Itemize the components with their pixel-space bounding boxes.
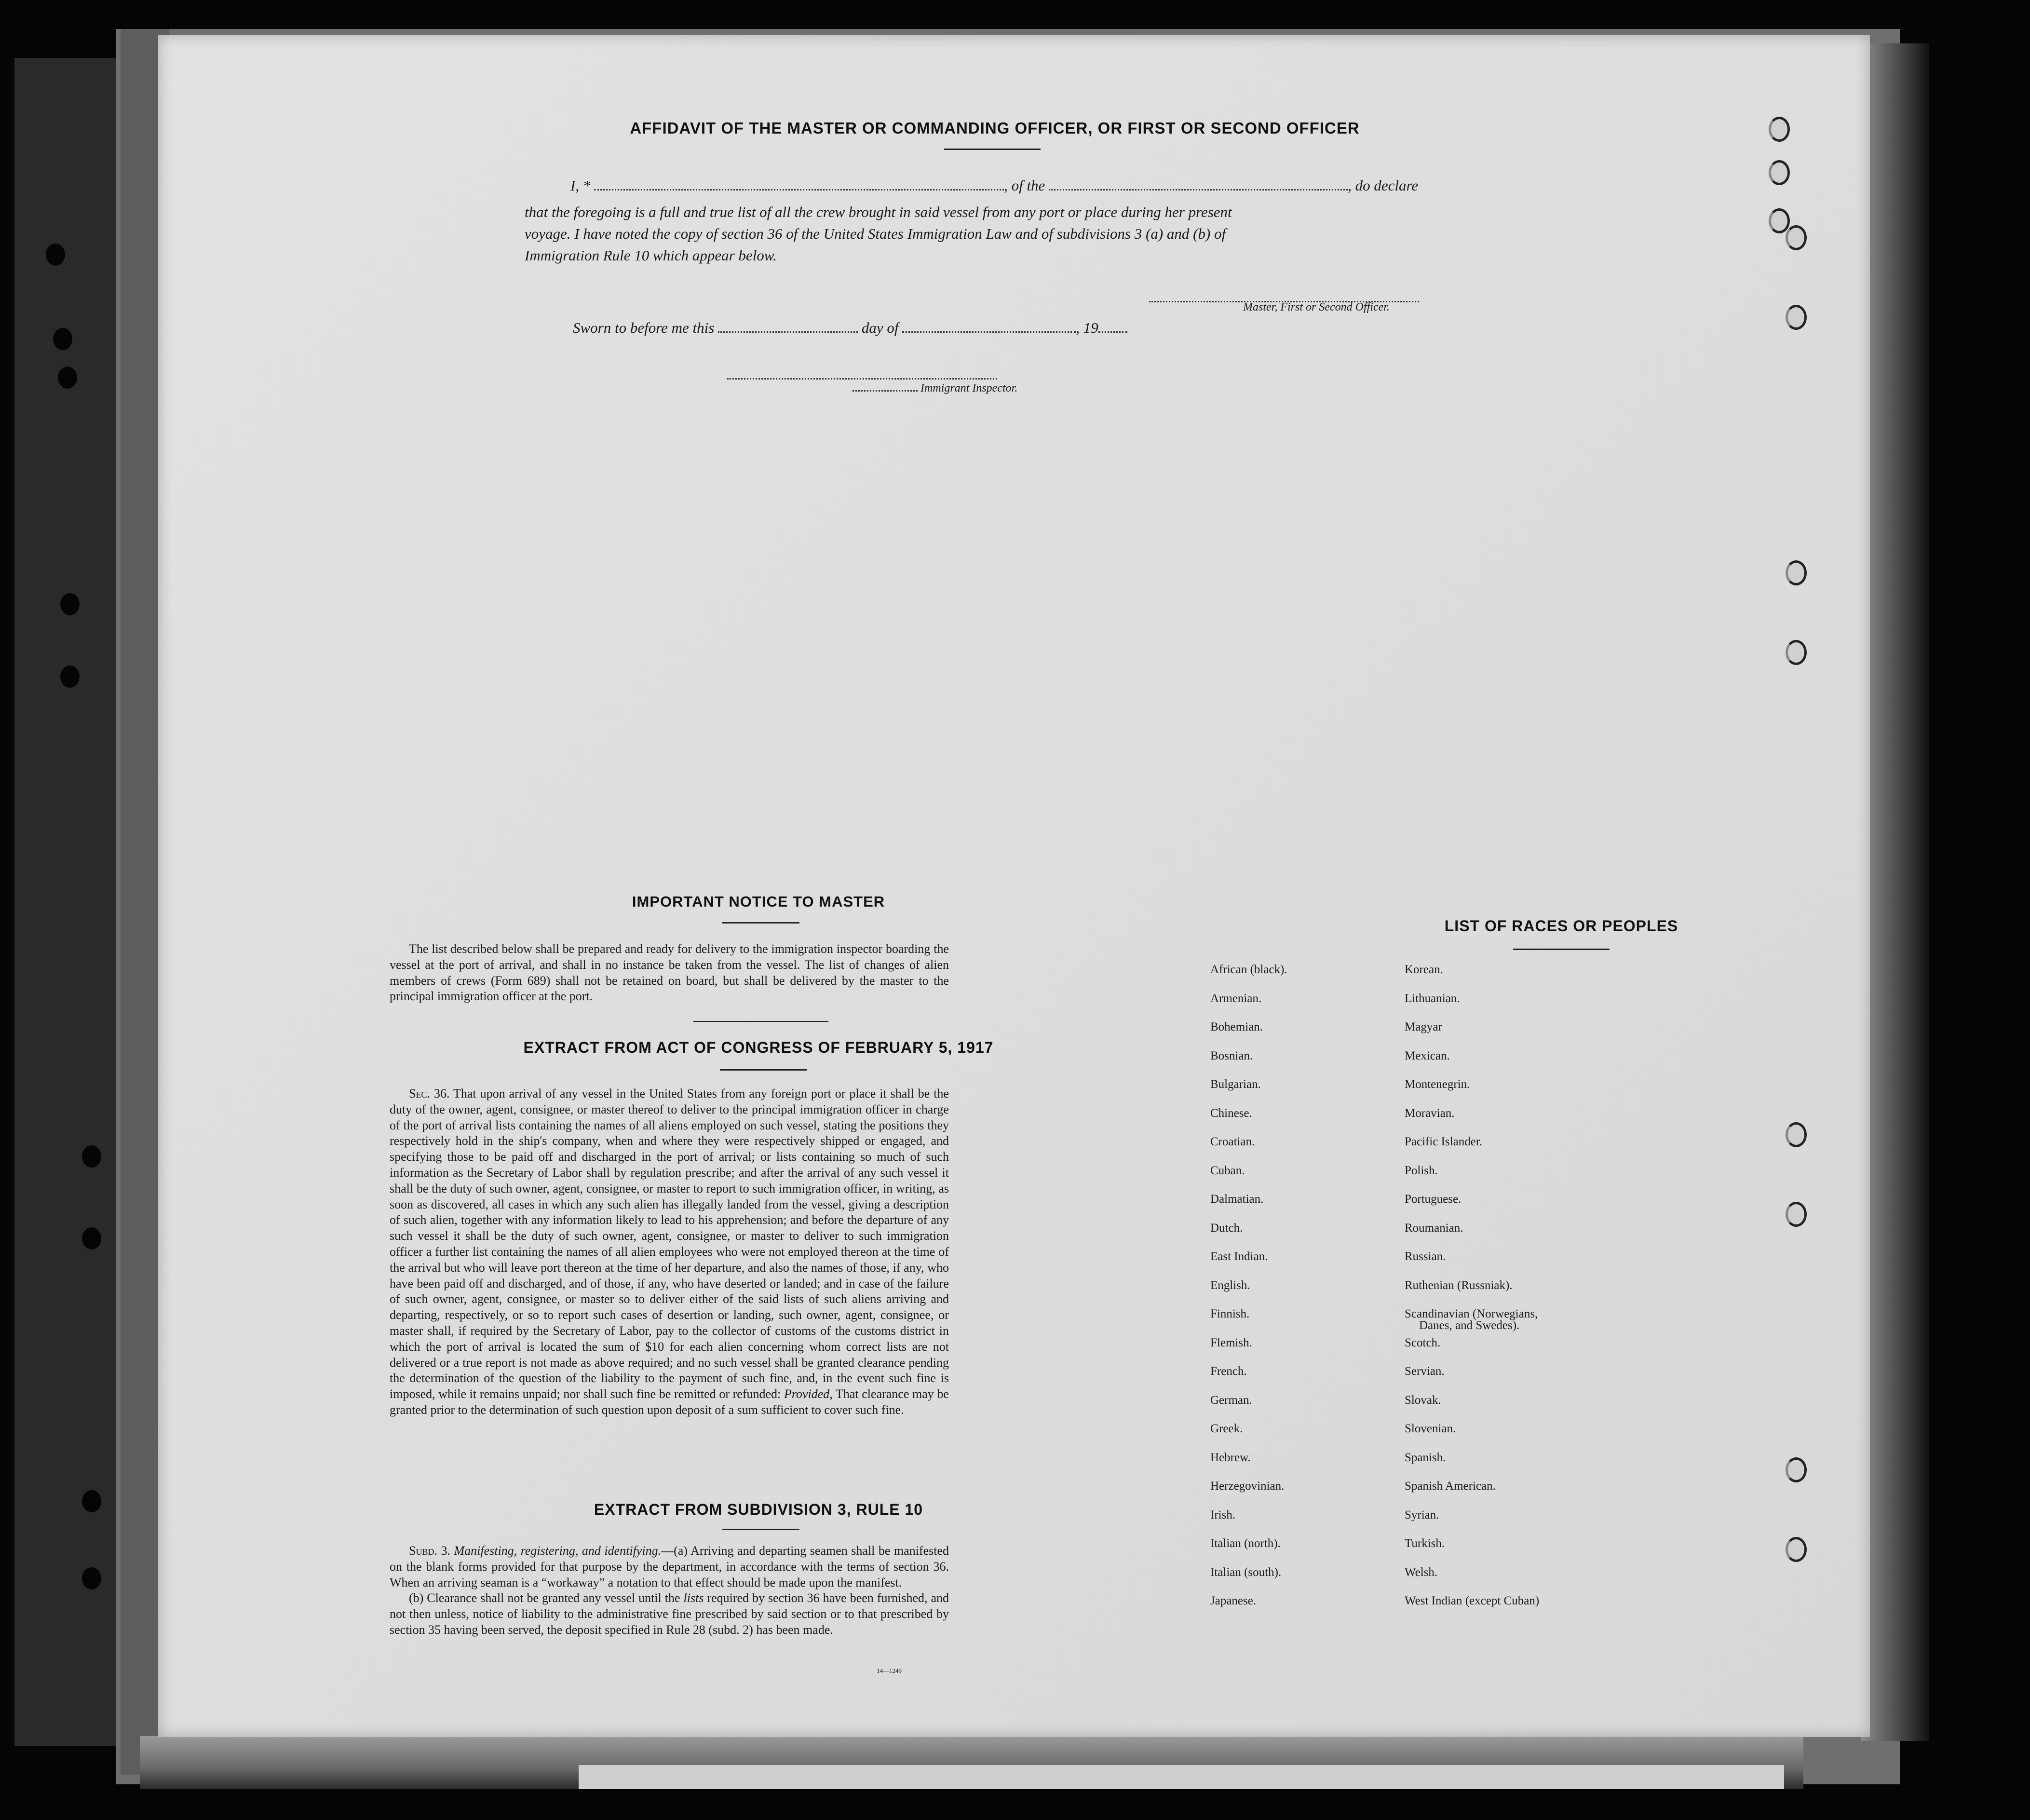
race-item: Scotch.: [1405, 1336, 1441, 1349]
race-item: English.: [1210, 1278, 1250, 1292]
race-item: Irish.: [1210, 1508, 1236, 1521]
page-shadow-right: [1861, 43, 1929, 1741]
races-title: LIST OF RACES OR PEOPLES: [1444, 917, 1678, 935]
binder-hole-icon: [53, 328, 72, 350]
race-item: Spanish American.: [1405, 1480, 1496, 1493]
sworn-year-blank: [1098, 321, 1127, 333]
affidavit-line-2: that the foregoing is a full and true list of all the crew brought in said vessel from any port or place during her present: [525, 204, 1232, 220]
subd-heading: Manifesting, registering, and identifying.: [454, 1544, 662, 1558]
stacked-pages-bottom-light: [579, 1765, 1784, 1789]
inspector-label: [853, 382, 1017, 395]
form-number: 14—1249: [877, 1667, 902, 1674]
race-item: German.: [1210, 1393, 1252, 1407]
affidavit-title-rule: [944, 149, 1041, 150]
binder-hole-icon: [60, 666, 80, 688]
affidavit-line-4: Immigration Rule 10 which appear below.: [525, 247, 777, 264]
subd-a-text: —(a) Arriving and departing seamen shall be manifested on the blank forms provided for that purpose by the department, in accordance with the terms of section 36. When an arriving seaman is a “workaway” a notation to that effect should be made upon the manifest.: [390, 1544, 949, 1589]
scandinavian-continuation: Danes, and Swedes).: [1419, 1319, 1520, 1332]
races-title-rule: [1513, 949, 1610, 950]
subd-3-paragraph: [390, 1543, 949, 1590]
binder-hole-icon: [82, 1227, 101, 1250]
affidavit-line-3: voyage. I have noted the copy of section 36 of the United States Immigration Law and of subdivisions 3 (a) and (b) of: [525, 225, 1226, 242]
of-the-label: , of the: [1004, 177, 1045, 194]
inspector-prefix-dots: [853, 384, 918, 392]
binder-ring-icon: [1786, 225, 1807, 250]
race-item: Bulgarian.: [1210, 1078, 1261, 1091]
binder-ring-icon: [1769, 208, 1790, 233]
notice-title: IMPORTANT NOTICE TO MASTER: [632, 893, 885, 910]
binder-ring-icon: [1786, 305, 1807, 330]
race-item: Russian.: [1405, 1250, 1446, 1263]
subd-b-paragraph: [390, 1590, 949, 1638]
binder-hole-icon: [82, 1490, 101, 1512]
race-item: East Indian.: [1210, 1250, 1268, 1263]
binder-ring-icon: [1769, 117, 1790, 142]
extract-rule-text: [390, 1543, 949, 1638]
race-item: Syrian.: [1405, 1508, 1439, 1521]
notice-text: [390, 941, 949, 1005]
race-item: West Indian (except Cuban): [1405, 1594, 1540, 1607]
provided-label: Provided,: [784, 1387, 833, 1401]
binder-ring-icon: [1786, 560, 1807, 585]
race-item: Lithuanian.: [1405, 991, 1460, 1005]
race-item: Mexican.: [1405, 1049, 1450, 1062]
race-item: Turkish.: [1405, 1537, 1445, 1550]
race-item: Croatian.: [1210, 1135, 1255, 1148]
race-item: Roumanian.: [1405, 1221, 1463, 1235]
binder-ring-icon: [1786, 1122, 1807, 1147]
extract-rule-title: EXTRACT FROM SUBDIVISION 3, RULE 10: [594, 1501, 923, 1518]
inspector-label-text: Immigrant Inspector.: [920, 382, 1018, 394]
sworn-day-blank: [718, 321, 858, 333]
extract-act-text: [390, 1086, 949, 1418]
race-item: Dutch.: [1210, 1221, 1243, 1235]
day-of-label: day of: [861, 319, 899, 336]
race-item: Slovak.: [1405, 1393, 1441, 1407]
race-item: Dalmatian.: [1210, 1193, 1264, 1206]
binder-ring-icon: [1786, 640, 1807, 665]
race-item: Servian.: [1405, 1365, 1445, 1378]
notice-end-rule: [693, 1021, 828, 1022]
race-item: Italian (south).: [1210, 1565, 1282, 1579]
race-item: Portuguese.: [1405, 1193, 1462, 1206]
race-item: French.: [1210, 1365, 1247, 1378]
race-item: Bosnian.: [1210, 1049, 1253, 1062]
race-item: Montenegrin.: [1405, 1078, 1470, 1091]
subd-b-text-1: (b) Clearance shall not be granted any vessel until the: [409, 1591, 680, 1605]
affidavit-title: AFFIDAVIT OF THE MASTER OR COMMANDING OFFICER, OR FIRST OR SECOND OFFICER: [630, 119, 1360, 137]
binder-ring-icon: [1786, 1457, 1807, 1482]
extract-act-title: EXTRACT FROM ACT OF CONGRESS OF FEBRUARY 5, 1917: [523, 1039, 994, 1056]
race-item: Bohemian.: [1210, 1020, 1263, 1033]
race-item: Scandinavian (Norwegians,: [1405, 1307, 1538, 1320]
notice-paragraph: The list described below shall be prepared and ready for delivery to the immigration inspector boarding the vessel at the port of arrival, and shall in no instance be taken from the vessel. The list of changes of alien members of crews (Form 689) shall not be retained on board, but shall be delivered by the master to the principal immigration officer at the port.: [390, 942, 949, 1004]
race-item: Welsh.: [1405, 1565, 1438, 1579]
declarant-label: I, *: [570, 177, 591, 194]
sworn-line: [573, 319, 1127, 337]
race-item: Flemish.: [1210, 1336, 1252, 1349]
vessel-name-blank: [1049, 178, 1348, 190]
binder-ring-icon: [1786, 1537, 1807, 1562]
sec-label: Sec. 36.: [409, 1087, 450, 1100]
race-item: Armenian.: [1210, 991, 1262, 1005]
subd-b-text-2: required by section 36 have been furnished, and not then unless, notice of liability to the administrative fine prescribed by said section or to that prescribed by section 35 having been served, the deposit specified in Rule 28 (subd. 2) has been made.: [390, 1591, 949, 1637]
year-label: , 19: [1076, 319, 1098, 336]
binder-hole-icon: [82, 1567, 101, 1589]
race-item: Finnish.: [1210, 1307, 1250, 1320]
race-item: Cuban.: [1210, 1164, 1245, 1177]
race-item: Moravian.: [1405, 1106, 1455, 1120]
race-item: Pacific Islander.: [1405, 1135, 1483, 1148]
binder-hole-icon: [82, 1145, 101, 1168]
race-item: Slovenian.: [1405, 1422, 1456, 1435]
race-item: Italian (north).: [1210, 1537, 1281, 1550]
binder-ring-icon: [1769, 160, 1790, 185]
race-item: Ruthenian (Russniak).: [1405, 1278, 1513, 1292]
declarant-name-blank: [594, 178, 1004, 190]
race-item: Hebrew.: [1210, 1451, 1251, 1464]
binder-hole-icon: [46, 244, 65, 266]
sec-36-text-end: That clearance may be granted prior to the determination of such question upon deposit of a sum sufficient to cover such fine.: [390, 1387, 949, 1417]
document-page: [158, 35, 1870, 1737]
race-item: Greek.: [1210, 1422, 1243, 1435]
race-item: Polish.: [1405, 1164, 1438, 1177]
affidavit-line-1: [570, 177, 1418, 194]
subd-b-lists: lists: [683, 1591, 704, 1605]
inspector-signature-blank: [727, 367, 997, 380]
binder-hole-icon: [58, 367, 77, 389]
section-36-paragraph: [390, 1086, 949, 1418]
race-item: Japanese.: [1210, 1594, 1257, 1607]
do-declare-label: , do declare: [1348, 177, 1419, 194]
notice-title-rule: [722, 922, 799, 924]
race-item: Chinese.: [1210, 1106, 1252, 1120]
binder-ring-icon: [1786, 1202, 1807, 1227]
sec-36-text: That upon arrival of any vessel in the United States from any foreign port or place it shall be the duty of the owner, agent, consignee, or master thereof to deliver to the principal immigration officer in charge of the port of arrival lists containing the names of all aliens employed on such vessel, stating the positions they respectively hold in the ship's company, when and where they were respectively shipped or engaged, and specifying those to be paid off and discharged in the port of arrival; or lists containing so much of such information as the Secretary of Labor shall by regulation prescribe; and after the arrival of any such vessel it shall be the duty of such owner, agent, consignee, or master to report to such immigration officer, in writing, as soon as discovered, all cases in which any such alien has illegally landed from the vessel, giving a description of such alien, together with any information likely to lead to his apprehension; and before the departure of any such vessel it shall be the duty of such owner, agent, consignee, or master to deliver to such immigration officer a further list containing the names of all alien employees who were not employed thereon at the time of the arrival but who will leave port thereon at the time of her departure, and also the names of those, if any, who have been paid off and discharged, and of those, if any, who have deserted or landed; and in case of the failure of such owner, agent, consignee, or master so to deliver either of the said lists of such aliens arriving and departing, respectively, or so to report such cases of desertion or landing, such owner, agent, consignee, or master shall, if required by the Secretary of Labor, pay to the collector of customs of the customs district in which the port of arrival is located the sum of $10 for each alien concerning whom correct lists are not delivered or a true report is not made as above required; and no such vessel shall be granted clearance pending the determination of the question of the liability to the payment of such fine, and, in the event such fine is imposed, while it remains unpaid; nor shall such fine be remitted or refunded:: [390, 1087, 949, 1401]
race-item: Magyar: [1405, 1020, 1442, 1033]
race-item: Spanish.: [1405, 1451, 1446, 1464]
race-item: Herzegovinian.: [1210, 1480, 1285, 1493]
binder-hole-icon: [60, 593, 80, 615]
subd-label: Subd. 3.: [409, 1544, 450, 1558]
sworn-month-blank: [902, 321, 1076, 333]
master-signature-label: Master, First or Second Officer.: [1243, 301, 1390, 313]
race-item: African (black).: [1210, 963, 1287, 976]
extract-rule-title-rule: [722, 1529, 799, 1530]
extract-act-title-rule: [720, 1069, 807, 1071]
sworn-label: Sworn to before me this: [573, 319, 715, 336]
race-item: Korean.: [1405, 963, 1443, 976]
